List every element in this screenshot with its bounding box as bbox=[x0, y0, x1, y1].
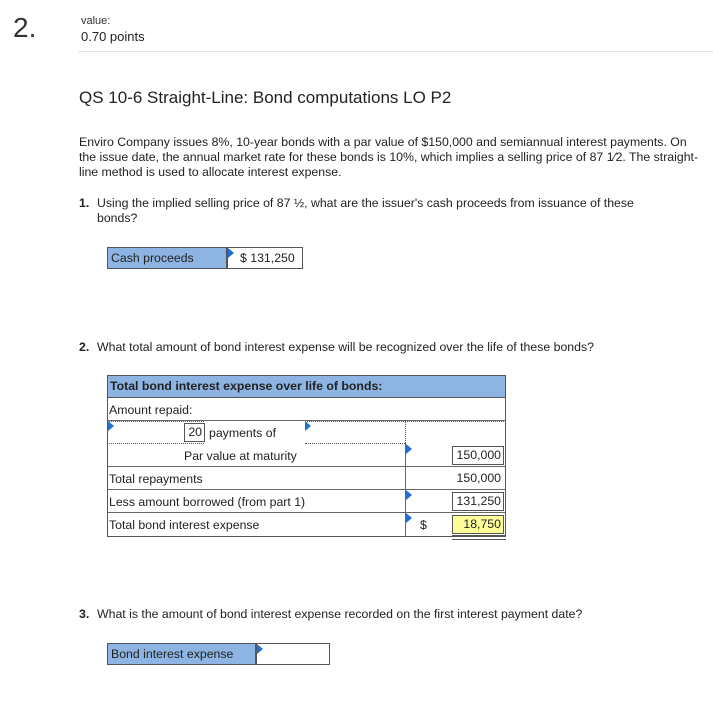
total-repayments-value: 150,000 bbox=[452, 469, 504, 488]
part1-text: Using the implied selling price of 87 ½, what are the issuer's cash proceeds from issuance of these bonds? bbox=[97, 196, 634, 225]
total-expense-value: 18,750 bbox=[452, 515, 504, 534]
value-label: value: bbox=[81, 15, 111, 27]
total-repayments-label: Total repayments bbox=[109, 472, 203, 486]
interest-table-header: Total bond interest expense over life of bonds: bbox=[107, 375, 506, 398]
double-underline bbox=[452, 535, 506, 540]
dotted-border bbox=[107, 443, 204, 444]
currency-symbol: $ bbox=[420, 518, 427, 532]
points-value: 0.70 points bbox=[81, 29, 145, 44]
answer-flag-icon bbox=[406, 513, 412, 523]
par-value-input[interactable]: 150,000 bbox=[452, 446, 504, 465]
question-number: 2. bbox=[13, 12, 37, 43]
part3-question bbox=[79, 607, 677, 622]
dotted-border bbox=[305, 443, 405, 444]
part1-question bbox=[79, 196, 677, 226]
page-title: QS 10-6 Straight-Line: Bond computations LO P2 bbox=[79, 88, 452, 107]
part3-text: What is the amount of bond interest expense recorded on the first interest payment date? bbox=[97, 607, 583, 621]
bond-interest-expense-input[interactable] bbox=[256, 643, 330, 665]
row-divider bbox=[107, 512, 506, 513]
less-borrowed-input[interactable]: 131,250 bbox=[452, 492, 504, 511]
cash-proceeds-input[interactable] bbox=[227, 247, 303, 269]
part1-number: 1. bbox=[79, 196, 90, 210]
part2-question bbox=[79, 340, 677, 355]
amount-repaid-label: Amount repaid: bbox=[109, 403, 193, 417]
par-value-label: Par value at maturity bbox=[184, 449, 297, 463]
payments-count-input[interactable]: 20 bbox=[184, 423, 205, 442]
part3-number: 3. bbox=[79, 607, 90, 621]
bond-interest-expense-label: Bond interest expense bbox=[107, 643, 256, 665]
row-divider bbox=[107, 466, 506, 467]
cash-proceeds-value: $ 131,250 bbox=[240, 251, 295, 265]
part2-number: 2. bbox=[79, 340, 90, 354]
answer-flag-icon bbox=[228, 248, 234, 258]
answer-flag-icon bbox=[305, 421, 311, 431]
total-expense-label: Total bond interest expense bbox=[109, 518, 260, 532]
dotted-border bbox=[405, 421, 406, 443]
row-divider bbox=[107, 489, 506, 490]
cash-proceeds-label: Cash proceeds bbox=[107, 247, 227, 269]
less-borrowed-label: Less amount borrowed (from part 1) bbox=[109, 495, 306, 509]
answer-flag-icon bbox=[406, 444, 412, 454]
answer-flag-icon bbox=[406, 490, 412, 500]
answer-flag-icon bbox=[257, 644, 263, 654]
divider bbox=[78, 51, 713, 52]
part2-text: What total amount of bond interest expense will be recognized over the life of these bonds? bbox=[97, 340, 594, 354]
problem-intro: Enviro Company issues 8%, 10-year bonds with a par value of $150,000 and semiannual interest payments. On the issue date, the annual market rate for these bonds is 10%, which implies a selling price of 87 1⁄2. The straight-line method is used to allocate interest expense. bbox=[79, 135, 699, 179]
answer-flag-icon bbox=[108, 421, 114, 431]
dotted-border bbox=[107, 421, 204, 422]
payments-of-label: payments of bbox=[209, 426, 276, 440]
